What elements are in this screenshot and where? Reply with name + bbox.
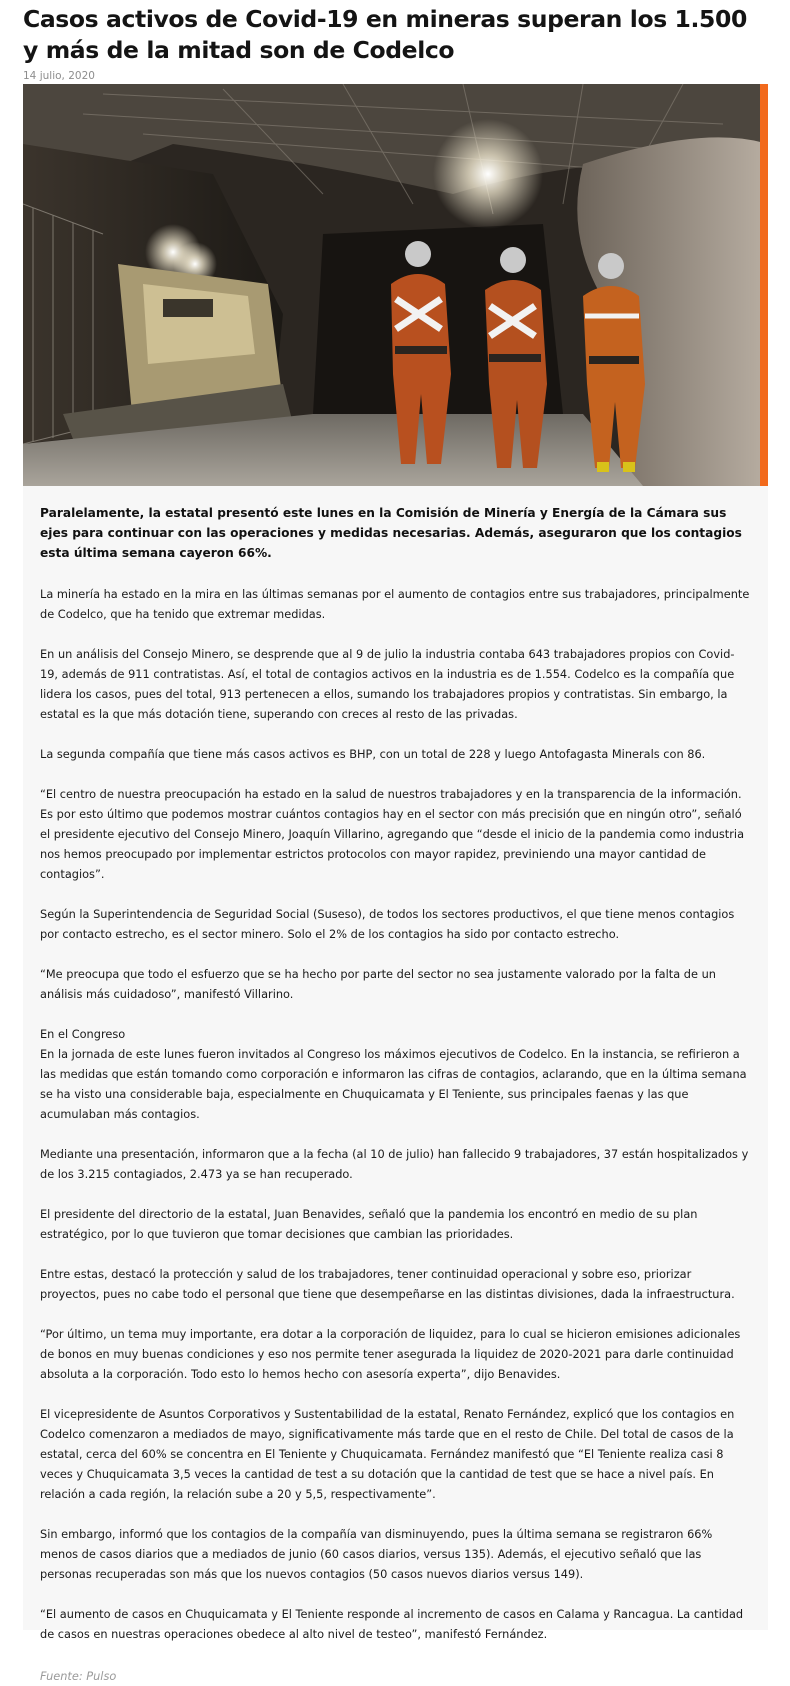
section-subheading: En el Congreso [40,1027,126,1041]
paragraph: Entre estas, destacó la protección y salud de los trabajadores, tener continuidad operacional y sobre eso, priorizar proyectos, pues no cabe todo el personal que tiene que desempeñarse en las distintas divisiones, dada la infraestructura. [40,1267,735,1301]
article-date: 14 julio, 2020 [23,70,95,82]
article-title: Casos activos de Covid-19 en mineras superan los 1.500 y más de la mitad son de Codelco [23,5,747,64]
paragraph: “El centro de nuestra preocupación ha estado en la salud de nuestros trabajadores y en la transparencia de la información. Es por esto último que podemos mostrar cuántos contagios hay en el sector con más precisión que en ningún otro”, señaló el presidente ejecutivo del Consejo Minero, Joaquín Villarino, agregando que “desde el inicio de la pandemia como industria nos hemos preocupado por implementar estrictos protocolos con mayor rapidez, previniendo una mayor cantidad de contagios”. [40,787,745,881]
paragraph: La minería ha estado en la mira en las últimas semanas por el aumento de contagios entre sus trabajadores, principalmente de Codelco, que ha tenido que extremar medidas. [40,587,750,621]
article-body [23,486,768,1683]
accent-edge [760,84,768,486]
article-source: Fuente: Pulso [40,1669,117,1683]
paragraph: “Me preocupa que todo el esfuerzo que se ha hecho por parte del sector no sea justamente valorado por la falta de un análisis más cuidadoso”, manifestó Villarino. [40,967,716,1001]
article-lead: Paralelamente, la estatal presentó este lunes en la Comisión de Minería y Energía de la Cámara sus ejes para continuar con las operaciones y medidas necesarias. Además, aseguraron que los contagios esta última semana cayeron 66%. [40,506,742,560]
paragraph: En la jornada de este lunes fueron invitados al Congreso los máximos ejecutivos de Codelco. En la instancia, se refirieron a las medidas que están tomando como corporación e informaron las cifras de contagios, aclarando, que en la última semana se ha visto una considerable baja, especialmente en Chuquicamata y El Teniente, sus principales faenas y las que acumulaban más contagios. [40,1047,747,1121]
paragraph: Según la Superintendencia de Seguridad Social (Suseso), de todos los sectores productivos, el que tiene menos contagios por contacto estrecho, es el sector minero. Solo el 2% de los contagios ha sido por contacto estrecho. [40,907,735,941]
paragraph: En un análisis del Consejo Minero, se desprende que al 9 de julio la industria contaba 643 trabajadores propios con Covid-19, además de 911 contratistas. Así, el total de contagios activos en la industria es de 1.554. Codelco es la compañía que lidera los casos, pues del total, 913 pertenecen a ellos, sumando los trabajadores propios y contratistas. Sin embargo, la estatal es la que más dotación tiene, superando con creces al resto de las privadas. [40,647,735,721]
paragraph: El presidente del directorio de la estatal, Juan Benavides, señaló que la pandemia los encontró en medio de su plan estratégico, por lo que tuvieron que tomar decisiones que cambian las prioridades. [40,1207,698,1241]
congress-section [40,1024,751,1124]
paragraph: Mediante una presentación, informaron que a la fecha (al 10 de julio) han fallecido 9 trabajadores, 37 están hospitalizados y de los 3.215 contagiados, 2.473 ya se han recuperado. [40,1147,749,1181]
article-header [23,4,763,83]
paragraph: Sin embargo, informó que los contagios de la compañía van disminuyendo, pues la última semana se registraron 66% menos de casos diarios que a mediados de junio (60 casos diarios, versus 135). Además, el ejecutivo señaló que las personas recuperadas son más que los nuevos contagios (50 casos nuevos diarios versus 149). [40,1527,713,1581]
paragraph: “El aumento de casos en Chuquicamata y El Teniente responde al incremento de casos en Calama y Rancagua. La cantidad de casos en nuestras operaciones obedece al alto nivel de testeo”, manifestó Fernández. [40,1607,744,1641]
hero-image [23,84,768,486]
paragraph: El vicepresidente de Asuntos Corporativos y Sustentabilidad de la estatal, Renato Fernández, explicó que los contagios en Codelco comenzaron a mediados de mayo, significativamente más tarde que en el resto de Chile. Del total de casos de la estatal, cerca del 60% se concentra en El Teniente y Chuquicamata. Fernández manifestó que “El Teniente realiza casi 8 veces y Chuquicamata 3,5 veces la cantidad de test a su dotación que la cantidad de test que se hace a nivel país. En relación a cada región, la relación sube a 20 y 5,5, respectivamente”. [40,1407,735,1501]
paragraph: “Por último, un tema muy importante, era dotar a la corporación de liquidez, para lo cual se hicieron emisiones adicionales de bonos en muy buenas condiciones y eso nos permite tener asegurada la liquidez de 2020-2021 para darle continuidad absoluta a la corporación. Todo esto lo hemos hecho con asesoría experta”, dijo Benavides. [40,1327,741,1381]
paragraph: La segunda compañía que tiene más casos activos es BHP, con un total de 228 y luego Antofagasta Minerals con 86. [40,747,706,761]
mine-tunnel-illustration [23,84,768,486]
